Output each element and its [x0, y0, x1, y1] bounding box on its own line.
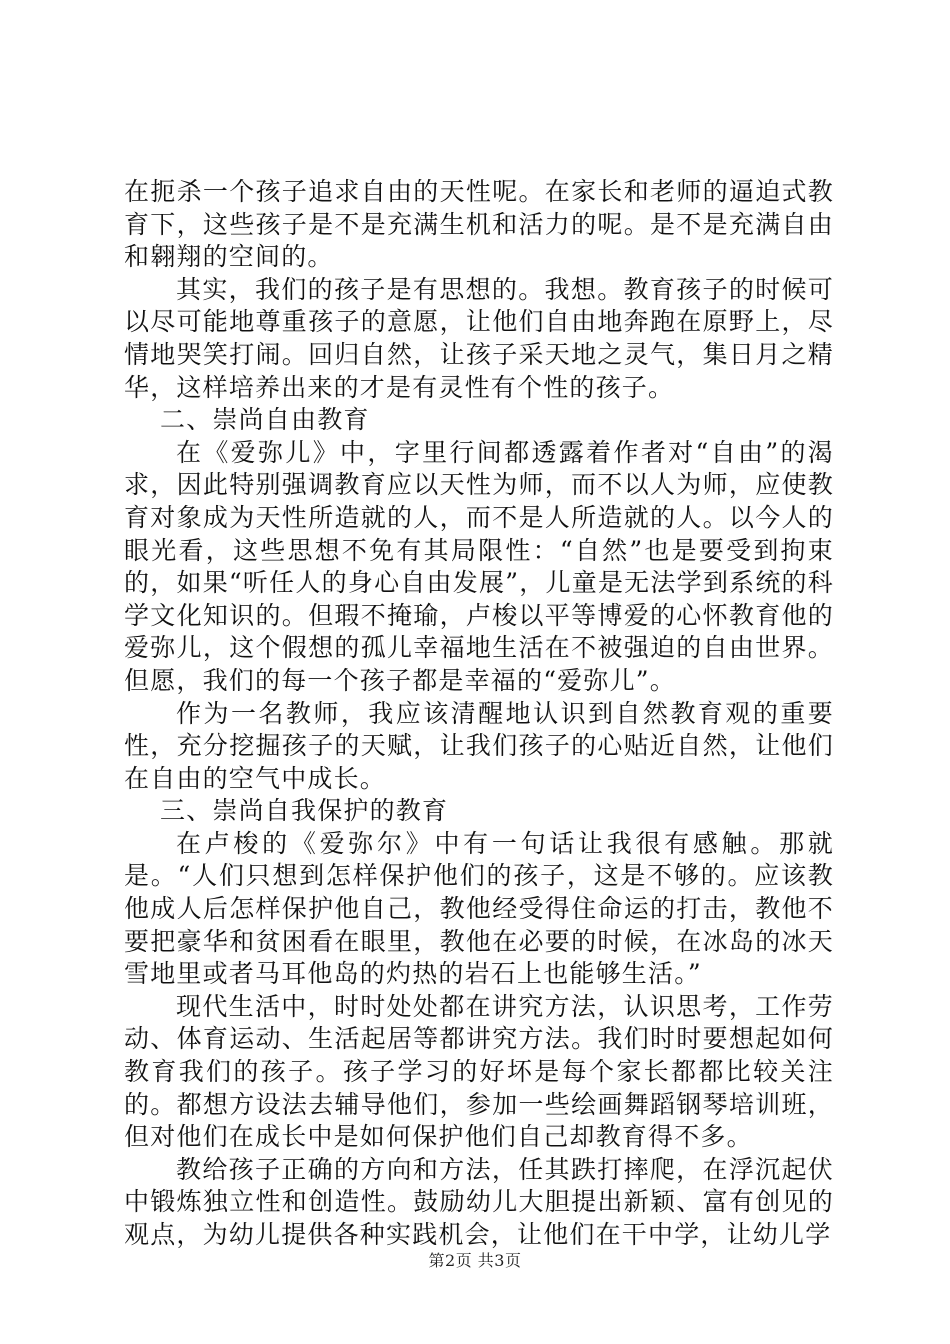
paragraph-emile-freedom: 在《爱弥儿》中，字里行间都透露着作者对“自由”的渴求，因此特别强调教育应以天性为师，而不以人为师，应使教育对象成为天性所造就的人，而不是人所造就的人。以今人的眼光看，这些思想不免有其局限性：“自然”也是要受到拘束的，如果“听任人的身心自由发展”，儿童是无法学到系统的科学文化知识的。但瑕不掩瑜，卢梭以平等博爱的心怀教育他的爱弥儿，这个假想的孤儿幸福地生活在不被强迫的自由世界。但愿，我们的每一个孩子都是幸福的“爱弥儿”。: [124, 437, 834, 695]
paragraph-teaching-methods: 教给孩子正确的方向和方法，任其跌打摔爬，在浮沉起伏中锻炼独立性和创造性。鼓励幼儿大胆提出新颖、富有创见的观点，为幼儿提供各种实践机会，让他们在干中学，让幼儿学: [124, 1154, 834, 1249]
paragraph-teacher-reflection: 作为一名教师，我应该清醒地认识到自然教育观的重要性，充分挖掘孩子的天赋，让我们孩子的心贴近自然，让他们在自由的空气中成长。: [124, 698, 834, 793]
section-heading-self-protection: 三、崇尚自我保护的教育: [160, 796, 449, 826]
page-footer: 第2页 共3页: [428, 1251, 522, 1270]
paragraph-rousseau-quote: 在卢梭的《爱弥尔》中有一句话让我很有感触。那就是。“人们只想到怎样保护他们的孩子，这是不够的。应该教他成人后怎样保护他自己，教他经受得住命运的打击，教他不要把豪华和贫困看在眼里，教他在必要的时候，在冰岛的冰天雪地里或者马耳他岛的灼热的岩石上也能够生活。”: [124, 828, 834, 989]
section-heading-freedom-education: 二、崇尚自由教育: [160, 405, 370, 435]
document-body: [124, 176, 834, 1252]
paragraph-children-thoughts: 其实，我们的孩子是有思想的。我想。教育孩子的时候可以尽可能地尊重孩子的意愿，让他们自由地奔跑在原野上，尽情地哭笑打闹。回归自然，让孩子采天地之灵气，集日月之精华，这样培养出来的才是有灵性有个性的孩子。: [124, 274, 834, 402]
paragraph-continued: 在扼杀一个孩子追求自由的天性呢。在家长和老师的逼迫式教育下，这些孩子是不是充满生机和活力的呢。是不是充满自由和翱翔的空间的。: [124, 177, 834, 272]
paragraph-modern-life: 现代生活中，时时处处都在讲究方法，认识思考，工作劳动、体育运动、生活起居等都讲究方法。我们时时要想起如何教育我们的孩子。孩子学习的好坏是每个家长都都比较关注的。都想方设法去辅导他们，参加一些绘画舞蹈钢琴培训班，但对他们在成长中是如何保护他们自己却教育得不多。: [124, 991, 834, 1152]
